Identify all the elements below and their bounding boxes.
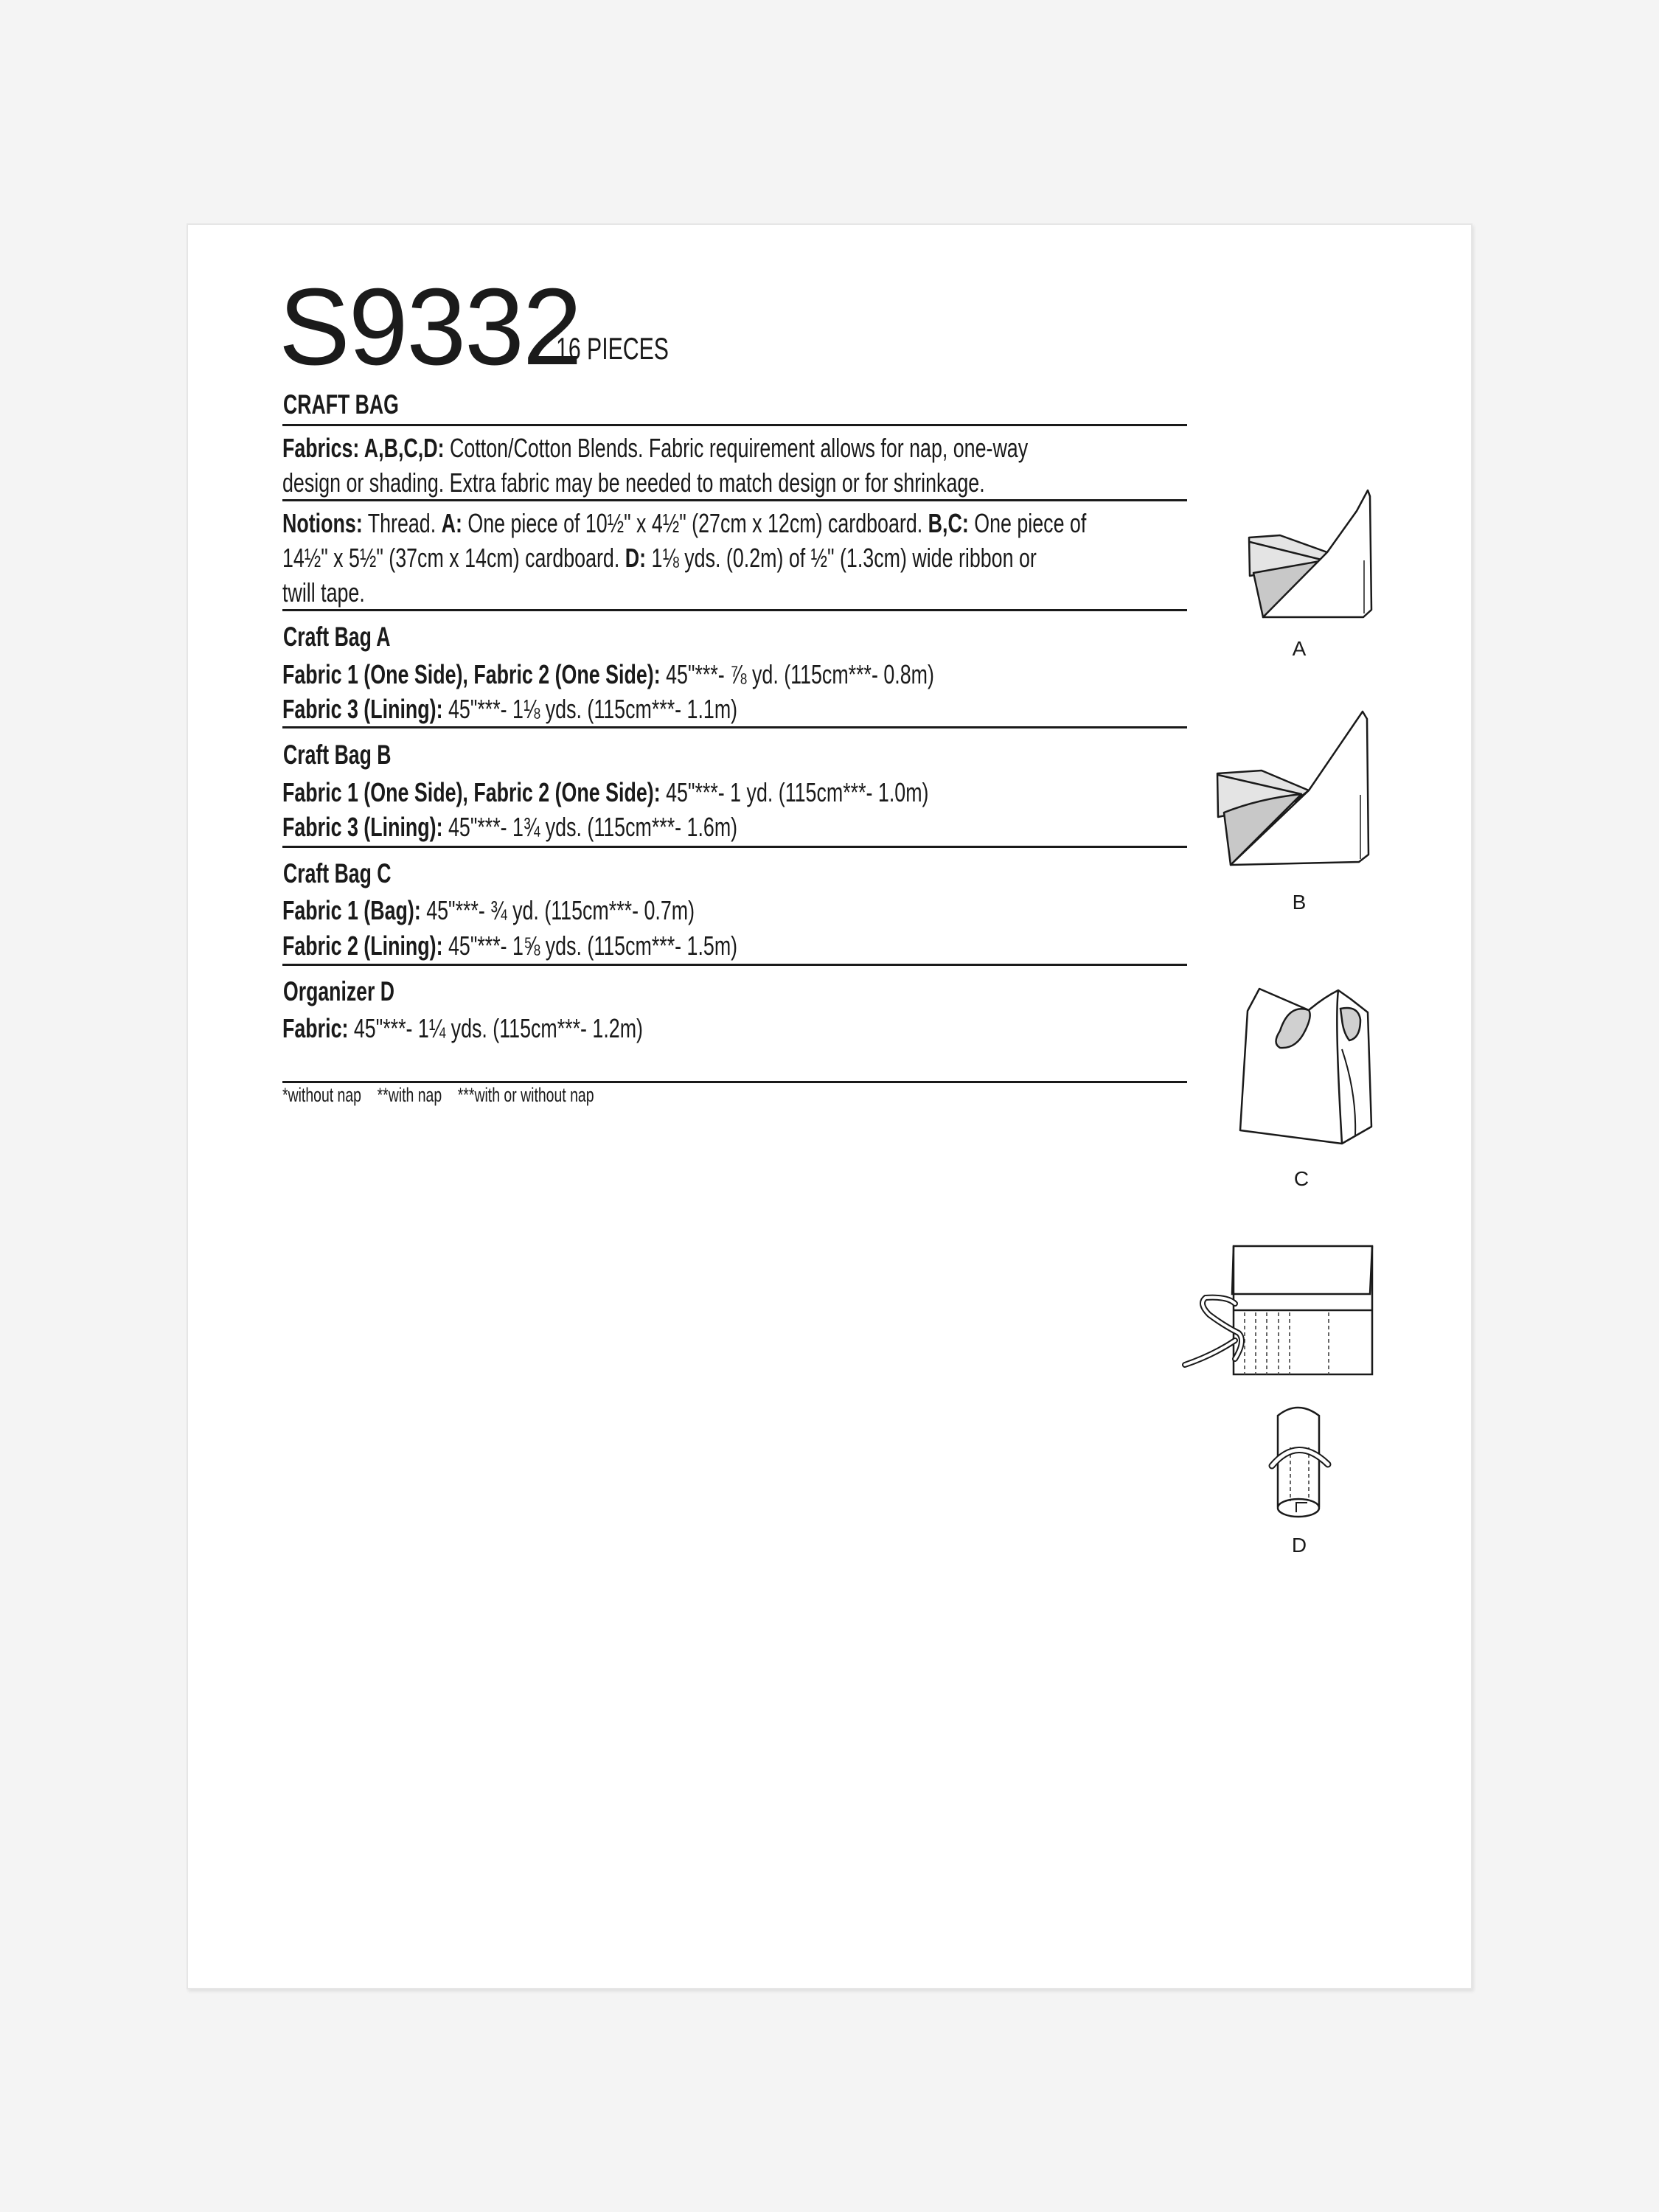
notions-view-label: D: <box>625 543 647 573</box>
fabrics-line-2: design or shading. Extra fabric may be needed to match design or for shrinkage. <box>282 467 985 498</box>
fabric-row-label: Fabric: <box>282 1013 349 1043</box>
divider <box>282 1081 1187 1083</box>
tote-bag-icon <box>1239 983 1386 1149</box>
fabric-row <box>282 1015 643 1042</box>
notions-line-3: twill tape. <box>282 577 365 608</box>
fabrics-label: Fabrics: A,B,C,D: <box>282 433 445 463</box>
fabric-row-label: Fabric 2 (Lining): <box>282 931 443 961</box>
fabric-row-label: Fabric 3 (Lining): <box>282 694 443 724</box>
view-label-d: D <box>1291 1534 1307 1557</box>
view-label-c: C <box>1293 1167 1310 1190</box>
notions-view-label: A: <box>441 508 462 538</box>
divider <box>282 846 1187 848</box>
footnote: **with nap <box>377 1084 442 1106</box>
fabric-row <box>282 814 737 841</box>
notions-text: One piece of <box>968 508 1087 538</box>
section-heading-a: Craft Bag A <box>283 622 391 652</box>
fabric-row-value: 45"***- 1¼ yds. (115cm***- 1.2m) <box>348 1013 643 1043</box>
fabric-row-value: 45"***- ⅞ yd. (115cm***- 0.8m) <box>660 659 934 689</box>
notions-line-2 <box>282 545 1037 571</box>
fabric-row-label: Fabric 1 (Bag): <box>282 895 421 925</box>
section-heading-b: Craft Bag B <box>283 740 392 770</box>
divider <box>282 964 1187 966</box>
fabric-row-value: 45"***- ¾ yd. (115cm***- 0.7m) <box>420 895 695 925</box>
fabric-row <box>282 661 934 688</box>
divider <box>282 609 1187 611</box>
fabric-row <box>282 933 737 959</box>
fabric-row <box>282 779 928 806</box>
notions-text: One piece of 10½" x 4½" (27cm x 12cm) cardboard. <box>462 508 928 538</box>
fabric-row-label: Fabric 3 (Lining): <box>282 812 443 842</box>
section-heading-c: Craft Bag C <box>283 858 392 888</box>
divider <box>282 499 1187 501</box>
view-label-b: B <box>1292 891 1307 914</box>
piece-count: 16 PIECES <box>556 331 669 366</box>
fabrics-line-1 <box>282 435 1028 462</box>
view-label-a: A <box>1292 637 1307 660</box>
fabrics-text-1: Cotton/Cotton Blends. Fabric requirement allows for nap, one-way <box>444 433 1029 463</box>
notions-text: 1⅛ yds. (0.2m) of ½" (1.3cm) wide ribbon or <box>646 543 1037 573</box>
footnotes <box>282 1085 610 1105</box>
fabric-row-value: 45"***- 1⅛ yds. (115cm***- 1.1m) <box>442 694 738 724</box>
section-heading-d: Organizer D <box>283 976 394 1006</box>
footnote: *without nap <box>282 1084 361 1106</box>
fabric-row <box>282 696 737 723</box>
fabric-row-value: 45"***- 1⅝ yds. (115cm***- 1.5m) <box>442 931 738 961</box>
fabric-row-label: Fabric 1 (One Side), Fabric 2 (One Side): <box>282 777 661 807</box>
pattern-title: CRAFT BAG <box>283 389 399 420</box>
divider <box>282 726 1187 728</box>
footnote: ***with or without nap <box>457 1084 594 1106</box>
notions-view-label: B,C: <box>928 508 969 538</box>
notions-line-1 <box>282 510 1086 537</box>
roll-up-organizer-icon <box>1183 1245 1382 1517</box>
folded-craft-bag-large-icon <box>1215 712 1385 870</box>
pattern-number: S9332 <box>279 266 581 388</box>
fabric-row-value: 45"***- 1¾ yds. (115cm***- 1.6m) <box>442 812 738 842</box>
notions-text: Thread. <box>362 508 442 538</box>
notions-text: 14½" x 5½" (37cm x 14cm) cardboard. <box>282 543 625 573</box>
notions-label: Notions: <box>282 508 363 538</box>
folded-craft-bag-small-icon <box>1239 490 1408 623</box>
fabric-row-value: 45"***- 1 yd. (115cm***- 1.0m) <box>660 777 929 807</box>
fabric-row-label: Fabric 1 (One Side), Fabric 2 (One Side): <box>282 659 661 689</box>
fabric-row <box>282 897 695 924</box>
divider <box>282 424 1187 426</box>
